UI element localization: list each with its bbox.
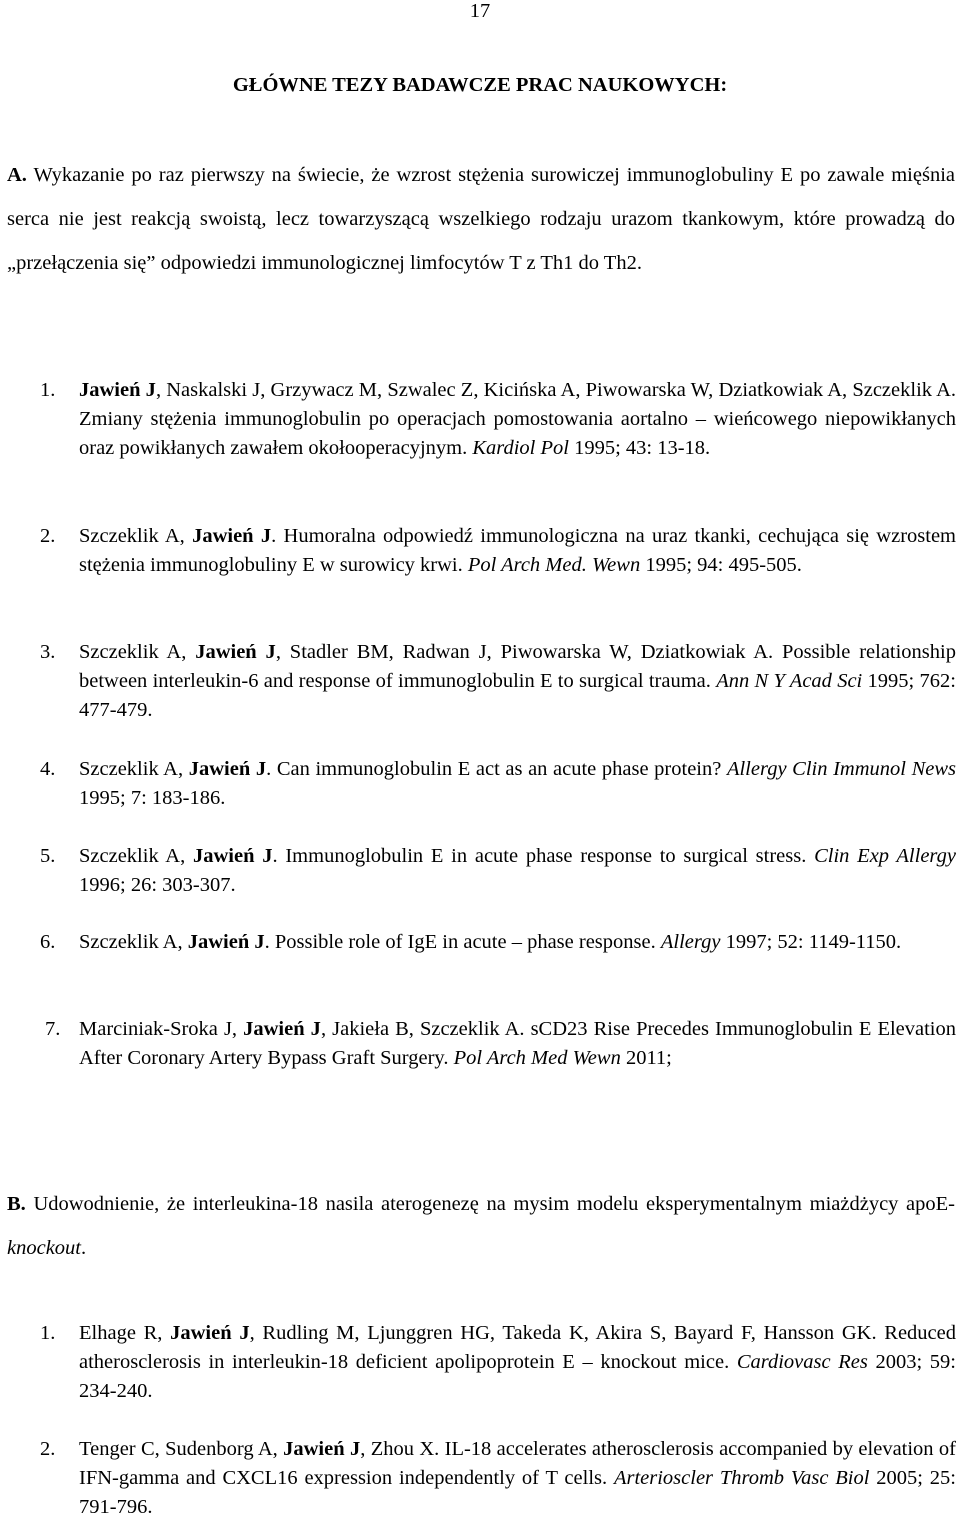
reference-item <box>40 638 956 725</box>
reference-number: 2. <box>40 525 56 547</box>
reference-text: Szczeklik A, Jawień J. Humoralna odpowiedź immunologiczna na uraz tkanki, cechująca się wzrostem stężenia immunoglobuliny E w surowicy krwi. Pol Arch Med. Wewn 1995; 94: 495-505. <box>79 525 956 576</box>
thesis-b <box>7 1182 955 1270</box>
author-highlight: Jawień J <box>243 1018 321 1040</box>
reference-number: 2. <box>40 1438 56 1460</box>
author-highlight: Jawień J <box>192 525 272 547</box>
author-highlight: Jawień J <box>195 641 276 663</box>
thesis-a-label: A. <box>7 164 27 186</box>
page-heading: GŁÓWNE TEZY BADAWCZE PRAC NAUKOWYCH: <box>232 74 728 96</box>
journal-name: Allergy Clin Immunol News <box>726 758 957 780</box>
author-highlight: Jawień J <box>170 1322 250 1344</box>
author-highlight: Jawień J <box>192 845 273 867</box>
journal-name: Pol Arch Med. Wewn <box>467 554 641 576</box>
journal-name: Arterioscler Thromb Vasc Biol <box>613 1467 870 1489</box>
reference-item <box>40 1435 956 1522</box>
author-highlight: Jawień J <box>188 758 267 780</box>
reference-text: Jawień J, Naskalski J, Grzywacz M, Szwalec Z, Kicińska A, Piwowarska W, Dziatkowiak A, Szczeklik A. Zmiany stężenia immunoglobulin po operacjach pomostowania aortalno – wieńcowego niepowikłanych oraz powikłanych zawałem okołooperacyjnym. Kardiol Pol 1995; 43: 13-18. <box>79 379 956 459</box>
thesis-b-label: B. <box>7 1193 26 1215</box>
journal-name: Pol Arch Med Wewn <box>453 1047 621 1069</box>
reference-number: 3. <box>40 641 56 663</box>
journal-name: Allergy <box>660 931 721 953</box>
reference-number: 1. <box>40 1322 56 1344</box>
reference-item <box>40 755 956 813</box>
reference-number: 1. <box>40 379 56 401</box>
page-number: 17 <box>469 0 491 22</box>
thesis-a <box>7 153 955 285</box>
journal-name: Cardiovasc Res <box>736 1351 868 1373</box>
reference-text: Tenger C, Sudenborg A, Jawień J, Zhou X. IL-18 accelerates atherosclerosis accompanied by elevation of IFN-gamma and CXCL16 expression independently of T cells. Arterioscler Thromb Vasc Biol 2005; 25: 791-796. <box>79 1438 956 1518</box>
author-highlight: Jawień J <box>283 1438 361 1460</box>
reference-text: Szczeklik A, Jawień J, Stadler BM, Radwan J, Piwowarska W, Dziatkowiak A. Possible relationship between interleukin-6 and response of immunoglobulin E to surgical trauma. Ann N Y Acad Sci 1995; 762: 477-479. <box>79 641 956 721</box>
reference-item <box>40 1319 956 1406</box>
reference-item <box>40 376 956 492</box>
reference-text: Elhage R, Jawień J, Rudling M, Ljunggren HG, Takeda K, Akira S, Bayard F, Hansson GK. Reduced atherosclerosis in interleukin-18 deficient apolipoprotein E – knockout mice. Cardiovasc Res 2003; 59: 234-240. <box>79 1322 956 1402</box>
journal-name: Ann N Y Acad Sci <box>716 670 863 692</box>
thesis-b-text: Udowodnienie, że interleukina-18 nasila aterogenezę na mysim modelu eksperymentalnym miażdżycy apoE-knockout. <box>7 1193 955 1259</box>
author-highlight: Jawień J <box>187 931 265 953</box>
reference-text: Marciniak-Sroka J, Jawień J, Jakieła B, Szczeklik A. sCD23 Rise Precedes Immunoglobulin E Elevation After Coronary Artery Bypass Graft Surgery. Pol Arch Med Wewn 2011; <box>79 1018 956 1069</box>
journal-name: Kardiol Pol <box>472 437 569 459</box>
reference-item <box>40 928 956 986</box>
journal-name: Clin Exp Allergy <box>814 845 956 867</box>
reference-number: 4. <box>40 758 56 780</box>
reference-text: Szczeklik A, Jawień J. Immunoglobulin E in acute phase response to surgical stress. Clin Exp Allergy 1996; 26: 303-307. <box>79 845 956 896</box>
reference-item <box>40 522 956 609</box>
reference-item <box>40 842 956 900</box>
reference-number: 5. <box>40 845 56 867</box>
reference-item <box>45 1015 956 1102</box>
reference-number: 7. <box>45 1018 61 1040</box>
reference-number: 6. <box>40 931 56 953</box>
author-highlight: Jawień J <box>79 379 156 401</box>
reference-text: Szczeklik A, Jawień J. Can immunoglobulin E act as an acute phase protein? Allergy Clin Immunol News 1995; 7: 183-186. <box>79 758 957 809</box>
thesis-a-text: Wykazanie po raz pierwszy na świecie, że wzrost stężenia surowiczej immunoglobuliny E po zawale mięśnia serca nie jest reakcją swoistą, lecz towarzyszącą wszelkiego rodzaju urazom tkankowym, które prowadzą do „przełączenia się” odpowiedzi immunologicznej limfocytów T z Th1 do Th2. <box>7 164 955 274</box>
reference-text: Szczeklik A, Jawień J. Possible role of IgE in acute – phase response. Allergy 1997; 52: 1149-1150. <box>79 931 902 953</box>
